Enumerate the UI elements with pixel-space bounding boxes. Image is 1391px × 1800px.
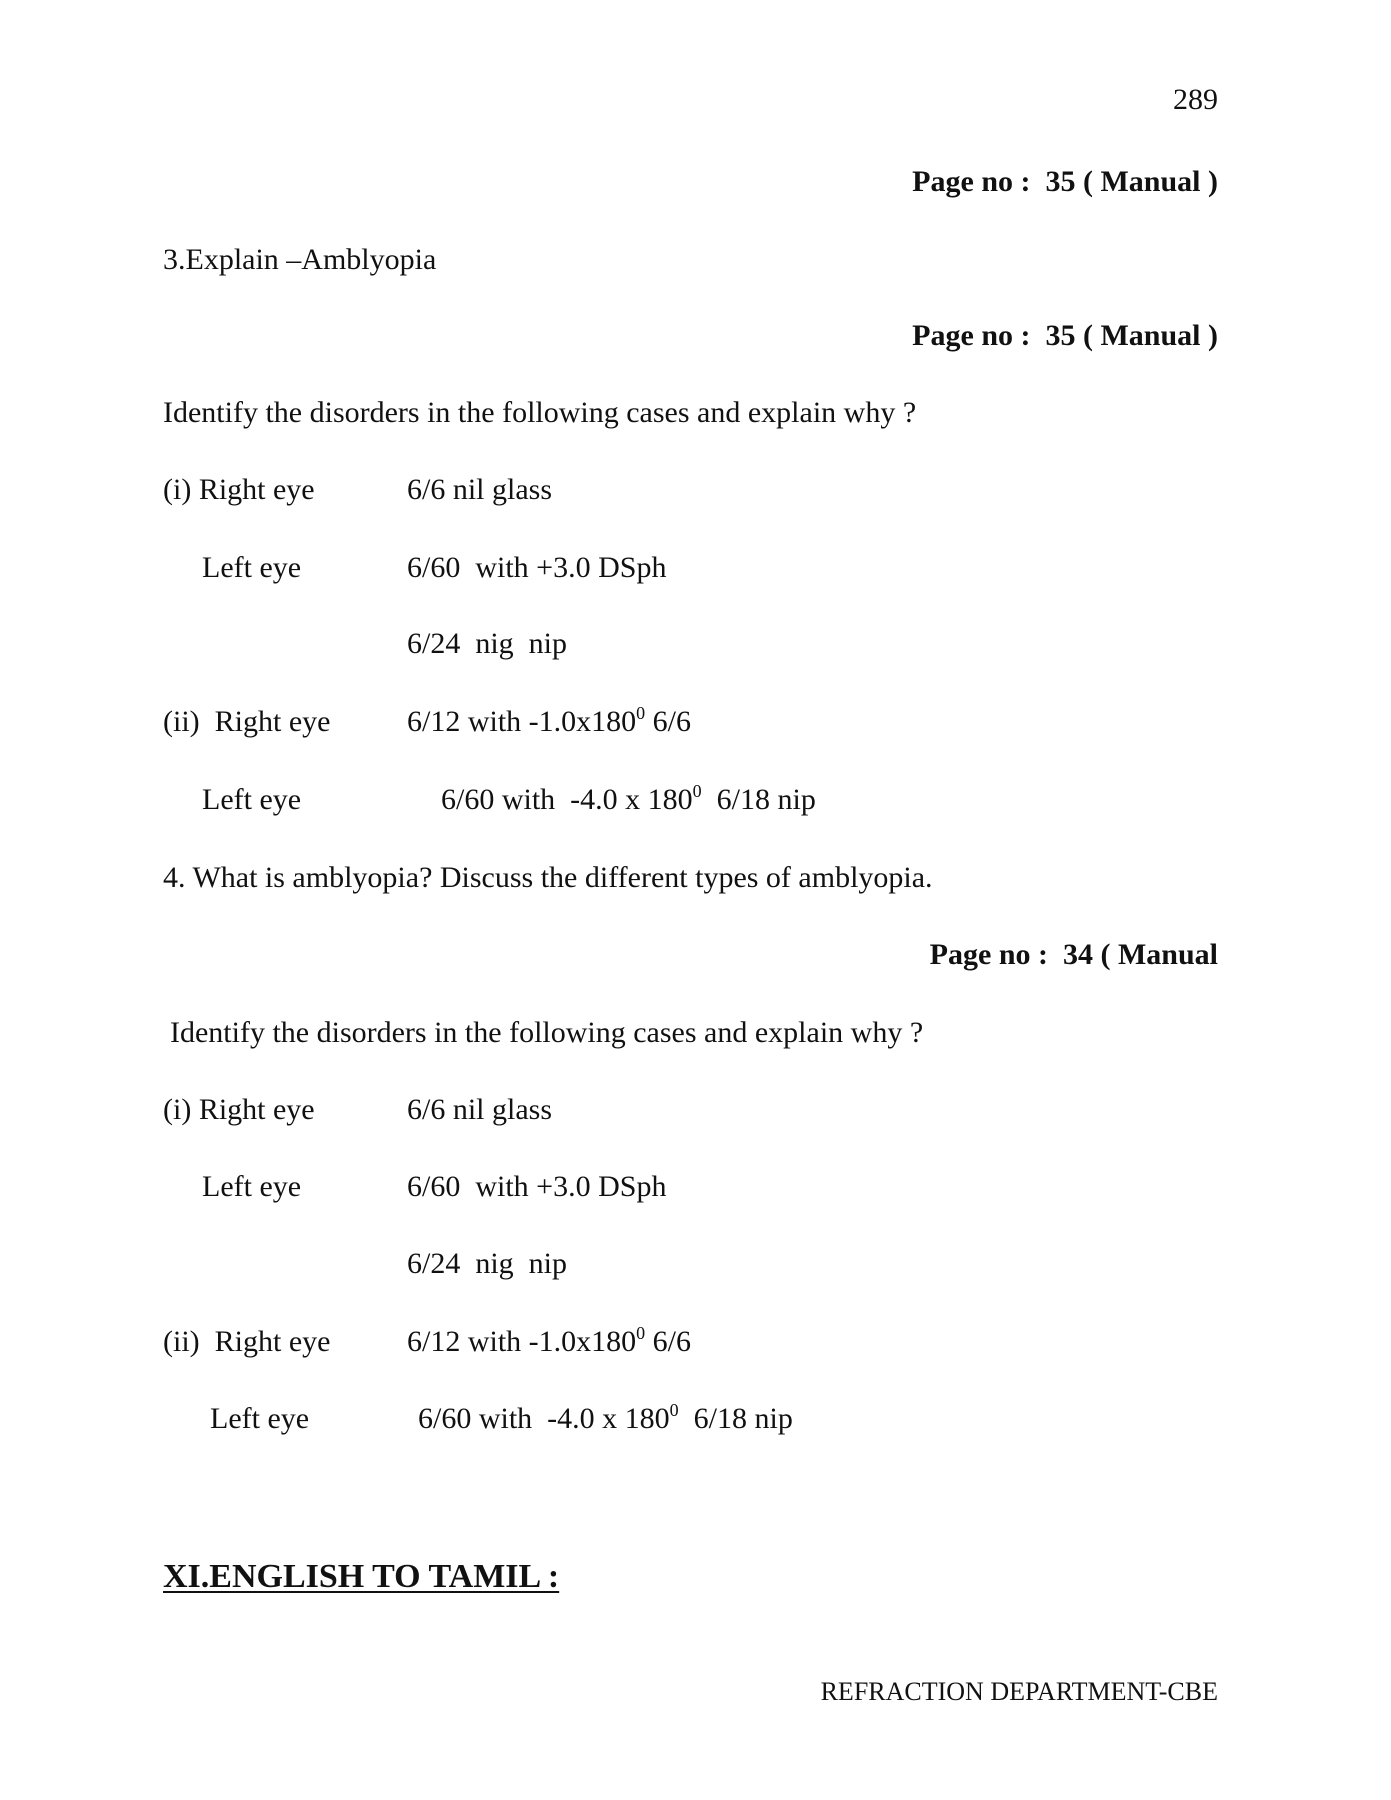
page-reference: Page no : 35 ( Manual ) bbox=[912, 165, 1218, 198]
case-label: (i) Right eye bbox=[163, 1093, 315, 1126]
case-value: 6/6 nil glass bbox=[407, 1093, 553, 1126]
case-label: (ii) Right eye bbox=[163, 1325, 331, 1358]
case-value: 6/6 nil glass bbox=[407, 473, 553, 506]
question-3: 3.Explain –Amblyopia bbox=[163, 243, 437, 276]
value-tail: 6/18 nip bbox=[701, 783, 816, 816]
value-text: 6/60 with -4.0 x 180 bbox=[418, 1402, 670, 1435]
degree-superscript: 0 bbox=[692, 781, 702, 801]
case-value: 6/60 with +3.0 DSph bbox=[407, 1170, 667, 1203]
case-value bbox=[418, 1401, 793, 1437]
value-tail: 6/6 bbox=[645, 1325, 692, 1358]
value-tail: 6/18 nip bbox=[678, 1402, 793, 1435]
case-value bbox=[407, 1324, 691, 1360]
case-prompt: Identify the disorders in the following cases and explain why ? bbox=[170, 1016, 924, 1049]
case-value bbox=[407, 704, 691, 740]
case-value: 6/24 nig nip bbox=[407, 1247, 568, 1280]
case-prompt: Identify the disorders in the following cases and explain why ? bbox=[163, 396, 917, 429]
case-label: Left eye bbox=[202, 1170, 302, 1203]
page-footer: REFRACTION DEPARTMENT-CBE bbox=[820, 1677, 1218, 1706]
case-label: (i) Right eye bbox=[163, 473, 315, 506]
degree-superscript: 0 bbox=[636, 703, 646, 723]
case-value bbox=[441, 782, 816, 818]
case-value: 6/24 nig nip bbox=[407, 627, 568, 660]
case-label: Left eye bbox=[202, 783, 302, 816]
degree-superscript: 0 bbox=[669, 1400, 679, 1420]
value-text: 6/12 with -1.0x180 bbox=[407, 1325, 637, 1358]
value-tail: 6/6 bbox=[645, 705, 692, 738]
case-label: Left eye bbox=[210, 1402, 310, 1435]
value-text: 6/60 with -4.0 x 180 bbox=[441, 783, 693, 816]
page-reference: Page no : 35 ( Manual ) bbox=[912, 319, 1218, 352]
case-label: Left eye bbox=[202, 551, 302, 584]
question-4: 4. What is amblyopia? Discuss the different types of amblyopia. bbox=[163, 861, 933, 894]
degree-superscript: 0 bbox=[636, 1323, 646, 1343]
section-heading: XI.ENGLISH TO TAMIL : bbox=[163, 1558, 560, 1595]
page-number: 289 bbox=[1173, 83, 1218, 116]
case-value: 6/60 with +3.0 DSph bbox=[407, 551, 667, 584]
case-label: (ii) Right eye bbox=[163, 705, 331, 738]
page-reference: Page no : 34 ( Manual bbox=[929, 938, 1218, 971]
value-text: 6/12 with -1.0x180 bbox=[407, 705, 637, 738]
